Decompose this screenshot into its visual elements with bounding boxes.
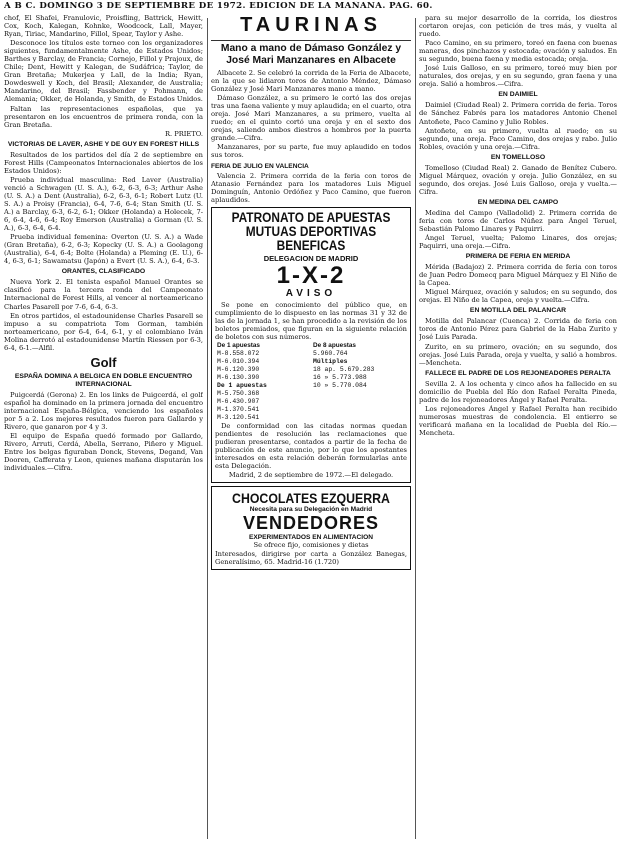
table-cell: M-5.750.368: [217, 389, 260, 397]
table-cell: M-6.120.390: [217, 365, 260, 373]
table-cell: M-6.010.394: [217, 357, 260, 365]
table-cell: M-3.120.541: [217, 413, 260, 421]
signature: R. PRIETO.: [164, 129, 203, 138]
albacete-article: [211, 69, 411, 160]
paragraph: Nueva York 2. El tenista español Manuel Orantes se clasificó para la tercera ronda del Campeonato Internacional de Forest Hills, al vencer al norteamericano Charles Pasarell por 7-6, 6-4, 6-3.: [4, 278, 203, 311]
article-headline: ORANTES, CLASIFICADO: [61, 268, 146, 276]
tomelloso-article: [419, 164, 617, 196]
article-headline: EN MEDINA DEL CAMPO: [477, 198, 559, 206]
advert-title: CHOCOLATES EZQUERRA: [232, 490, 390, 507]
paragraph: Ángel Teruel, vuelta; Palomo Linares, dos orejas; Paquirri, una oreja.—Cifra.: [419, 234, 617, 251]
results-header: De 8 apuestas: [313, 341, 356, 349]
paragraph: Albacete 2. Se celebró la corrida de la Feria de Albacete, en la que se lidiaron toros de Antonio Méndez, Dámaso González y José Mari Manzanares mano a mano.: [211, 69, 411, 94]
paragraph: Paco Camino, en su primero, toreó en faena con buenas maneras, dos pinchazos y estocada; ovación y saludos. En su segundo, buena faena y media estocada; oreja.: [419, 39, 617, 64]
paragraph: Dámaso González, a su primero le cortó las dos orejas tras una faena valiente y muy aplaudida; en el cuarto, otra oreja. José Mari Manzanares, a su primero, vuelta al ruedo; en el quinto cortó una oreja y en el sexto dos orejas, saliendo ambos diestros a hombros por la puerta grande.—Cifra.: [211, 94, 411, 143]
paragraph: De conformidad con las citadas normas quedan pendientes de resolución las reclamaciones que pudieran presentarse, contados a partir de la fecha de publicación de este anuncio, por lo que los apostantes interesados en esta relación deberán formularlas ante esta Delegación.: [215, 421, 407, 471]
page-header: A B C. DOMINGO 3 DE SEPTIEMBRE DE 1972. EDICION DE LA MAÑANA. PAG. 60.: [4, 1, 433, 11]
advert-aviso: AVISO: [285, 287, 337, 299]
advert-title: PATRONATO DE APUESTAS: [231, 209, 391, 225]
column-right: [419, 14, 617, 841]
column-rule: [415, 18, 416, 839]
forest-hills-article: [4, 151, 203, 266]
column-left: [4, 14, 203, 841]
section-title-golf: Golf: [90, 354, 117, 370]
results-table: [215, 342, 407, 422]
table-cell: Múltiples: [313, 357, 348, 365]
article-headline: Mano a mano de Dámaso González y José Mari Manzanares en Albacete: [220, 43, 402, 66]
table-cell: M-1.370.541: [217, 405, 260, 413]
column-center: [211, 14, 411, 841]
paragraph: Valencia 2. Primera corrida de la feria con toros de Atanasio Fernández para los matadores Luis Miguel Dominguín, Antonio Ordóñez y Paco Camino, que fueron aplaudidos.: [211, 171, 411, 204]
orantes-article: [4, 278, 203, 351]
results-header: De 1 apuestas: [217, 341, 260, 349]
paragraph: Los rejoneadores Ángel y Rafael Peralta han recibido numerosas muestras de condolencia. El entierro se verificará mañana en la localidad de Puebla del Río.—Mencheta.: [419, 404, 617, 437]
paragraph: Desconoce los títulos este torneo con los organizadores siguientes, fundamentalmente Ashe, de Estados Unidos; Barthes y Barclay, de Francia; Cornejo, Fillol y Prajoux, de Chile; Dent, Hewitt y Kalegan, de Sudáfrica; Taylor, de Gran Bretaña; Mukerjea y Lall, de la India; Ryan, Dowdeswell y Koch, del Brasil; Alexander, de Australia; Mandarino, del Brasil; Fassbender y Pohmann, de Alemania; Okker, de Holanda, y Smith, de Estados Unidos.: [4, 39, 203, 104]
paragraph: Sevilla 2. A los ochenta y cinco años ha fallecido en su domicilio de Puebla del Río don Rafael Peralta Pineda, padre de los rejoneadores Ángel y Rafael Peralta.: [419, 379, 617, 404]
paragraph: Prueba individual masculina: Red Laver (Australia) venció a Schwagen (U. S. A.), 6-2, 6-3, 6-3; Arthur Ashe (U. S. A.) a Dent (Australia), 6-2, 6-3, 6-1; Robert Lutz (U. S. A.) a Proisy (Francia), 6-4, 7-6, 6-4; Stan Smith (U. S. A.) a Barclay, 6-3, 6-2, 6-1; Okker (Holanda) a Holecek, 7-6, 6-4, 4-6, 6-4; Roy Emerson (Australia) a Gorman (U. S. A.), 6-3, 6-4, 6-4.: [4, 175, 203, 233]
table-cell: 18 ap. 5.679.283: [313, 365, 375, 373]
section-title-taurinas: TAURINAS: [240, 14, 382, 36]
article-headline: EN MOTILLA DEL PALANCAR: [469, 307, 567, 315]
paragraph: Motilla del Palancar (Cuenca) 2. Corrida de feria con toros de Antonio Pérez para Gabriel de la Haba Zurito y José Luis Parada.: [419, 317, 617, 342]
medina-article: [419, 209, 617, 250]
motilla-article: [419, 317, 617, 366]
paragraph: Prueba individual femenina: Overton (U. S. A.) a Wade (Gran Bretaña), 6-2, 6-3; Kopecky (U. S. A.) a Goolagong (Australia), 6-4, 6-4; Bolte (Holanda) a Pleming (E. U.), 6-4, 6-3, 6-1; Sawamatsu (Japón) a Evert (U. S. A.), 6-4, 6-3.: [4, 233, 203, 266]
paragraph: Medina del Campo (Valladolid) 2. Primera corrida de feria con toros de Carlos Núñez para Ángel Teruel, Sebastián Palomo Linares y Paquirri.: [419, 208, 617, 233]
paragraph: Se pone en conocimiento del público que, en cumplimiento de lo dispuesto en las normas 31 y 32 de las de la jornada 1, se han procedido a la revisión de los boletos premiados, que figuran en la siguiente relación de boletos con sus números.: [215, 300, 407, 341]
tennis-article: [4, 14, 203, 138]
paragraph: El equipo de España quedó formado por Gallardo, Rivero, Arruti, Cerdá, Abella, Serrano, Piñero y Miguel. Entre los belgas figuraban Donck, Stevens, Degand, Van Dooren, Cafferata y Leon, quienes mañana disputarán los individuales.—Cifra.: [4, 432, 203, 473]
paragraph: Manzanares, por su parte, fue muy aplaudido en todos sus toros.: [211, 143, 411, 160]
paragraph: Mérida (Badajoz) 2. Primera corrida de feria con toros de Juan Pedro Domecq para Miguel Márquez y El Niño de la Capea.: [419, 263, 617, 288]
daimiel-article: [419, 101, 617, 150]
article-headline: EN TOMELLOSO: [490, 153, 546, 161]
table-cell: De 1 apuestas: [217, 381, 267, 389]
paragraph: En otros partidos, el estadounidense Charles Pasarell se impuso a su compatriota Tom Gorman, también norteamericano, por 6-4, 6-4, 6-1, y el colombiano Iván Molina derrotó al estadounidense Martín Riessen por 6-3, 6-4, 6-1.—Alfil.: [4, 311, 203, 352]
article-headline: PRIMERA DE FERIA EN MERIDA: [465, 253, 571, 261]
paragraph: Puigcerdá (Gerona) 2. En los links de Puigcerdá, el golf español ha dominado en la primera jornada del encuentro internacional España-Bélgica, venciendo los españoles por 5 a 2. Los mejores resultados fueron para Gallardo y Rivero, que ganaron por 4 y 3.: [4, 390, 203, 431]
advert-body: [215, 301, 407, 341]
article-headline: FALLECE EL PADRE DE LOS REJONEADORES PERALTA: [425, 369, 611, 377]
advert-body: [215, 541, 407, 566]
advert-signature: Madrid, 2 de septiembre de 1972.—El delegado.: [228, 471, 394, 480]
paragraph: Faltan las representaciones españolas, que ya presentaron en los encuentros de primera ronda, con la Gran Bretaña.: [4, 104, 203, 129]
results-left: [215, 350, 311, 422]
paragraph: Resultados de los partidos del día 2 de septiembre en Forest Hills (Campeonatos Internacionales abiertos de los Estados Unidos):: [4, 150, 203, 175]
table-cell: M-6.430.907: [217, 397, 260, 405]
paragraph: José Luis Galloso, en su primero, toreó muy bien por naturales, dos orejas, y en su segundo, gran faena y una oreja. Salió a hombros.—Cifra.: [419, 64, 617, 89]
article-headline: EN DAIMIEL: [498, 91, 538, 99]
table-cell: 16 » 5.773.988: [313, 373, 367, 381]
advert-big: VENDEDORES: [242, 513, 380, 534]
article-headline: FERIA DE JULIO EN VALENCIA: [211, 162, 309, 170]
table-cell: M-6.130.390: [217, 373, 260, 381]
advert-quiniela-mark: 1-X-2: [276, 261, 346, 289]
paragraph: Interesados, dirigirse por carta a González Banegas, Generalísimo, 65. Madrid-16 (1.720): [215, 550, 407, 567]
paragraph: Daimiel (Ciudad Real) 2. Primera corrida de feria. Toros de Sánchez Fabrés para los matadores Antonio Chenel Antoñete, Paco Camino y Julio Robles.: [419, 101, 617, 126]
peralta-article: [419, 380, 617, 437]
article-headline: ESPAÑA DOMINA A BELGICA EN DOBLE ENCUENTRO INTERNACIONAL: [14, 372, 193, 388]
paragraph: Zurito, en su primero, ovación; en su segundo, dos orejas. José Luis Parada, oreja y vuelta, y salió a hombros.—Mencheta.: [419, 342, 617, 367]
paragraph: para su mejor desarrollo de la corrida, los diestros cortaron orejas, con petición de tres más, y vuelta al ruedo.: [419, 14, 617, 39]
golf-article: [4, 391, 203, 472]
paragraph: Antoñete, en su primero, vuelta al ruedo; en su segundo, una oreja. Paco Camino, dos orejas y rabo. Julio Robles, ovación y una oreja.—Cifra.: [419, 126, 617, 151]
paragraph: chof, El Shafei, Franulovic, Proisfling, Battrick, Hewitt, Cox, Koch, Kalegan, Kohnke, Woodcock, Lall, Mayer, Ryan, Tiriac, Mandarino, Fillol, Spear, Taylor y Ashe.: [4, 14, 203, 39]
valencia-article: [211, 172, 411, 204]
table-cell: M-8.558.072: [217, 349, 260, 357]
advert-patronato-apuestas: [211, 207, 411, 484]
advert-subtitle: Necesita para su Delegación en Madrid: [249, 506, 373, 514]
advert-subtitle: EXPERIMENTADOS EN ALIMENTACION: [248, 534, 374, 542]
advert-body: [215, 422, 407, 479]
paragraph: Se ofrece fijo, comisiones y dietas: [253, 541, 369, 550]
advert-chocolates: [211, 486, 411, 570]
table-cell: 10 » 5.770.084: [313, 381, 367, 389]
column-rule: [207, 18, 208, 839]
results-right: [311, 350, 407, 422]
advert-subtitle: DELEGACION DE MADRID: [263, 253, 359, 263]
article-headline: VICTORIAS DE LAVER, ASHE Y DE GUY EN FOREST HILLS: [7, 140, 200, 148]
bullfight-article: [419, 14, 617, 88]
advert-title: MUTUAS DEPORTIVAS BENEFICAS: [245, 223, 377, 253]
merida-article: [419, 263, 617, 304]
paragraph: Tomelloso (Ciudad Real) 2. Ganado de Benítez Cubero. Miguel Márquez, ovación y oreja. Julio González, en su segundo, dos orejas. José Luis Galloso, oreja y vuelta.—Cifra.: [419, 163, 617, 196]
paragraph: Miguel Márquez, ovación y saludos; en su segundo, dos orejas. El Niño de la Capea, oreja y vuelta.—Cifra.: [419, 288, 617, 305]
table-cell: 5.960.764: [313, 349, 348, 357]
